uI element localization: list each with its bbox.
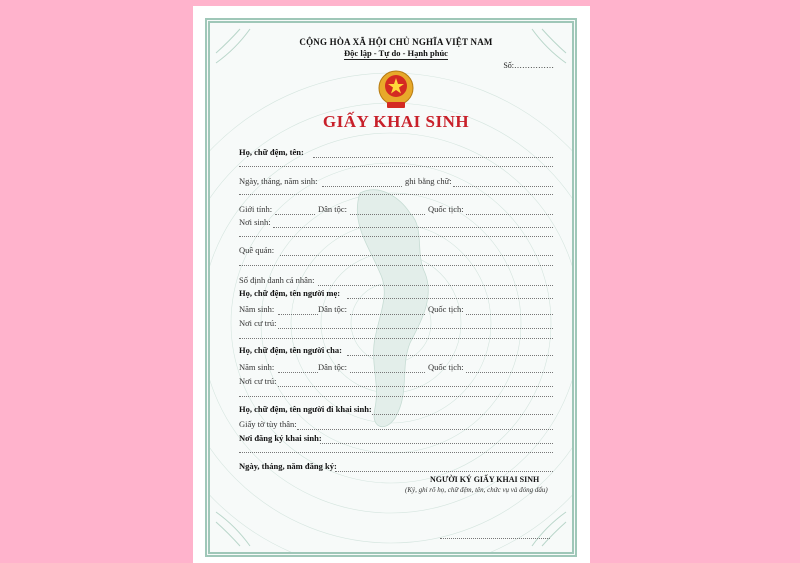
birthplace-line-2 xyxy=(239,236,553,237)
dob-label: Ngày, tháng, năm sinh: xyxy=(239,176,318,186)
signer-note: (Ký, ghi rõ họ, chữ đệm, tên, chức vụ và đóng dấu) xyxy=(405,486,548,494)
registrant-name-line xyxy=(372,414,553,415)
registrant-name-label: Họ, chữ đệm, tên người đi khai sinh: xyxy=(239,404,372,414)
registration-place-line-2 xyxy=(239,452,553,453)
personal-id-label: Số định danh cá nhân: xyxy=(239,275,315,285)
dob-line xyxy=(322,186,402,187)
header-republic: CỘNG HÒA XÃ HỘI CHỦ NGHĨA VIỆT NAM xyxy=(299,37,493,47)
father-residence-label: Nơi cư trú: xyxy=(239,376,277,386)
registration-place-line xyxy=(320,443,553,444)
mother-name-line xyxy=(347,298,553,299)
full-name-line-2 xyxy=(239,166,553,167)
nationality-line xyxy=(466,214,553,215)
mother-birth-year-line xyxy=(278,314,318,315)
national-emblem-icon xyxy=(377,69,415,111)
mother-ethnicity-label: Dân tộc: xyxy=(318,304,348,314)
father-nationality-label: Quốc tịch: xyxy=(428,362,464,372)
hometown-line xyxy=(280,255,553,256)
mother-residence-line xyxy=(278,328,553,329)
registration-date-label: Ngày, tháng, năm đăng ký: xyxy=(239,461,337,471)
sex-line xyxy=(275,214,315,215)
father-ethnicity-line xyxy=(350,372,425,373)
ethnicity-line xyxy=(350,214,425,215)
father-residence-line xyxy=(278,386,553,387)
full-name-line xyxy=(313,157,553,158)
mother-residence-line-2 xyxy=(239,338,553,339)
document-number-label: Số: xyxy=(503,61,514,70)
birthplace-line xyxy=(273,227,553,228)
dob-line-2 xyxy=(239,194,553,195)
birth-certificate-page xyxy=(193,6,590,563)
mother-nationality-line xyxy=(466,314,553,315)
page-title: GIẤY KHAI SINH xyxy=(322,112,470,131)
mother-name-label: Họ, chữ đệm, tên người mẹ: xyxy=(239,288,341,298)
father-birth-year-line xyxy=(278,372,318,373)
personal-id-line xyxy=(318,285,553,286)
father-birth-year-label: Năm sinh: xyxy=(239,362,275,372)
mother-ethnicity-line xyxy=(350,314,425,315)
father-name-label: Họ, chữ đệm, tên người cha: xyxy=(239,345,342,355)
mother-birth-year-label: Năm sinh: xyxy=(239,304,275,314)
nationality-label: Quốc tịch: xyxy=(428,204,464,214)
father-name-line xyxy=(347,355,553,356)
sex-label: Giới tính: xyxy=(239,204,273,214)
document-number: Số:…………… xyxy=(503,61,554,70)
birthplace-label: Nơi sinh: xyxy=(239,217,271,227)
father-nationality-line xyxy=(466,372,553,373)
father-residence-line-2 xyxy=(239,396,553,397)
ethnicity-label: Dân tộc: xyxy=(318,204,348,214)
dob-words-line xyxy=(453,186,553,187)
mother-nationality-label: Quốc tịch: xyxy=(428,304,464,314)
certificate-border xyxy=(205,18,577,557)
dob-words-label: ghi bằng chữ: xyxy=(405,176,452,186)
registration-date-line xyxy=(335,471,553,472)
father-ethnicity-label: Dân tộc: xyxy=(318,362,348,372)
signer-title: NGƯỜI KÝ GIẤY KHAI SINH xyxy=(430,475,540,484)
registration-place-label: Nơi đăng ký khai sinh: xyxy=(239,433,322,443)
signature-line xyxy=(440,538,550,539)
full-name-label: Họ, chữ đệm, tên: xyxy=(239,147,304,157)
header-motto xyxy=(210,48,577,58)
id-document-label: Giấy tờ tùy thân: xyxy=(239,419,297,429)
header-motto-text: Độc lập - Tự do - Hạnh phúc xyxy=(344,48,448,58)
mother-residence-label: Nơi cư trú: xyxy=(239,318,277,328)
hometown-line-2 xyxy=(239,265,553,266)
id-document-line xyxy=(297,429,553,430)
hometown-label: Quê quán: xyxy=(239,245,275,255)
